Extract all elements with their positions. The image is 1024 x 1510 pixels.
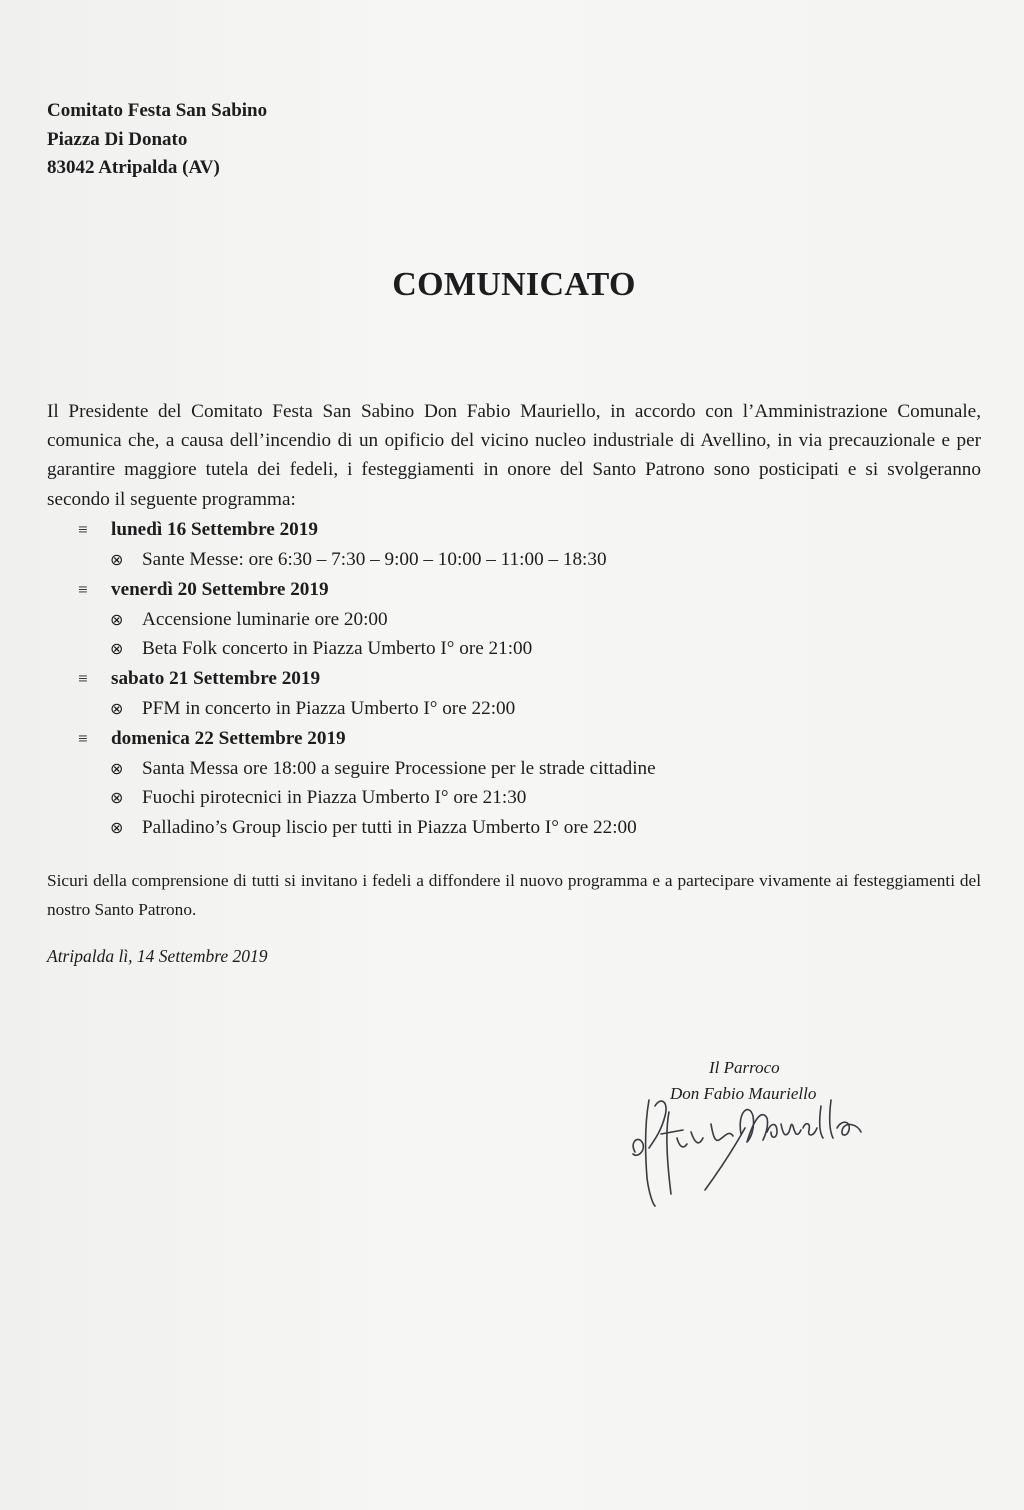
event-bullet-icon: ⊗ xyxy=(110,788,124,808)
event-bullet-icon: ⊗ xyxy=(110,609,124,629)
signatory-name: Don Fabio Mauriello xyxy=(670,1084,817,1103)
day-date: venerdì 20 Settembre 2019 xyxy=(111,578,329,600)
day-marker: ≡ xyxy=(78,520,88,539)
place-date: Atripalda lì, 14 Settembre 2019 xyxy=(47,946,268,966)
day-date: domenica 22 Settembre 2019 xyxy=(111,727,346,749)
day-marker: ≡ xyxy=(78,728,88,748)
event-schedule xyxy=(78,515,656,843)
schedule-event xyxy=(78,694,656,724)
day-date: lunedì 16 Settembre 2019 xyxy=(111,519,318,540)
event-bullet-icon: ⊗ xyxy=(110,550,124,569)
event-bullet-icon: ⊗ xyxy=(110,699,124,719)
schedule-day xyxy=(78,515,656,545)
schedule-event xyxy=(78,813,656,843)
day-marker: ≡ xyxy=(78,579,88,599)
document-title: COMUNICATO xyxy=(392,266,636,303)
event-text: Beta Folk concerto in Piazza Umberto I° ore 21:00 xyxy=(142,638,533,660)
handwritten-signature xyxy=(625,1082,895,1212)
schedule-event xyxy=(78,754,656,784)
closing-paragraph: Sicuri della comprensione di tutti si invitano i fedeli a diffondere il nuovo programma e a partecipare vivamente ai festeggiamenti del nostro Santo Patrono. xyxy=(47,871,981,919)
day-date: sabato 21 Settembre 2019 xyxy=(111,668,321,690)
schedule-event xyxy=(78,545,656,575)
event-bullet-icon: ⊗ xyxy=(110,639,124,659)
event-bullet-icon: ⊗ xyxy=(110,818,124,838)
event-text: Santa Messa ore 18:00 a seguire Processione per le strade cittadine xyxy=(142,757,656,779)
schedule-event xyxy=(78,783,656,813)
sender-organization: Comitato Festa San Sabino xyxy=(47,100,268,121)
schedule-event xyxy=(78,634,656,664)
schedule-event xyxy=(78,605,656,635)
signatory-role: Il Parroco xyxy=(709,1058,780,1077)
day-marker: ≡ xyxy=(78,669,88,689)
sender-city: 83042 Atripalda (AV) xyxy=(47,157,220,178)
schedule-day xyxy=(78,724,656,754)
schedule-day xyxy=(78,575,656,605)
schedule-day xyxy=(78,664,656,694)
sender-address xyxy=(47,97,267,183)
event-text: PFM in concerto in Piazza Umberto I° ore 22:00 xyxy=(142,698,516,720)
event-bullet-icon: ⊗ xyxy=(110,758,124,778)
event-text: Palladino’s Group liscio per tutti in Piazza Umberto I° ore 22:00 xyxy=(142,817,637,839)
intro-paragraph: Il Presidente del Comitato Festa San Sabino Don Fabio Mauriello, in accordo con l’Amministrazione Comunale, comunica che, a causa dell’incendio di un opificio del vicino nucleo industriale di Avellino, in via precauzionale e per garantire maggiore tutela dei fedeli, i festeggiamenti in onore del Santo Patrono sono posticipati e si svolgeranno secondo il seguente programma: xyxy=(47,401,981,510)
sender-street: Piazza Di Donato xyxy=(47,128,188,150)
event-text: Accensione luminarie ore 20:00 xyxy=(142,608,388,630)
event-text: Sante Messe: ore 6:30 – 7:30 – 9:00 – 10:00 – 11:00 – 18:30 xyxy=(142,549,607,570)
event-text: Fuochi pirotecnici in Piazza Umberto I° ore 21:30 xyxy=(142,787,527,809)
